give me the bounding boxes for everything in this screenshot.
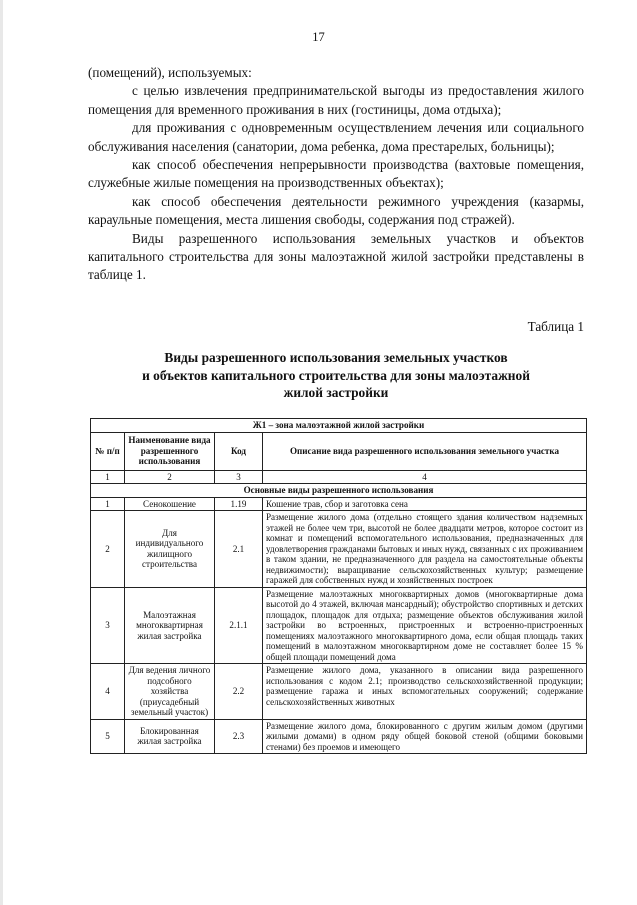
row-desc: Размещение жилого дома (отдельно стоящего здания количеством надземных этажей не более чем три, высотой не более двадцати метров, которое состоит из комнат и помещений вспомогательного использования, предназначенных для удовлетворения гражданами бытовых и иных нужд, связанных с их проживанием в таком здании, не предназначенного для раздела на самостоятельные объекты недвижимости); выращивание сельскохозяйственных культур; размещение гаражей для собственных нужд и хозяйственных построек [263,511,587,588]
row-name: Для ведения личного подсобного хозяйства (приусадебный земельный участок) [125,664,215,720]
table-row [91,664,587,720]
table-label: Таблица 1 [527,319,584,334]
row-desc: Размещение жилого дома, блокированного с другим жилым домом (другими жилыми домами) в одном ряду общей боковой стеной (общими боковыми стенами) без проемов и имеющего [263,719,587,754]
row-code: 2.1.1 [215,587,263,664]
header-num: № п/п [91,432,125,470]
header-code: Код [215,432,263,470]
scan-edge [0,0,3,905]
header-row [91,432,587,470]
column-number: 2 [125,470,215,484]
row-name: Для индивидуального жилищного строительства [125,511,215,588]
column-number: 3 [215,470,263,484]
row-num: 2 [91,511,125,588]
table-row [91,497,587,511]
row-num: 1 [91,497,125,511]
header-name: Наименование вида разрешенного использования [125,432,215,470]
page-number: 17 [312,30,325,44]
column-number: 4 [263,470,587,484]
paragraph-hotels: с целью извлечения предпринимательской выгоды из предоставления жилого помещения для временного проживания в них (гостиницы, дома отдыха); [88,83,584,117]
row-code: 1.19 [215,497,263,511]
row-name: Сенокошение [125,497,215,511]
row-desc: Кошение трав, сбор и заготовка сена [263,497,587,511]
table-title-line: и объектов капитального строительства для зоны малоэтажной [142,367,530,383]
table-row [91,587,587,664]
row-desc: Размещение малоэтажных многоквартирных домов (многоквартирные дома высотой до 4 этажей, включая мансардный); обустройство спортивных и детских площадок, площадок для отдыха; размещение объектов обслуживания жилой застройки во встроенных, пристроенных и встроенно-пристроенных помещениях малоэтажного многоквартирного дома, если общая площадь таких помещений в малоэтажном многоквартирном доме не составляет более 15 % общей площади помещений дома [263,587,587,664]
header-desc: Описание вида разрешенного использования земельного участка [263,432,587,470]
table-title-line: жилой застройки [283,385,389,400]
row-desc: Размещение жилого дома, указанного в описании вида разрешенного использования с кодом 2.1; производство сельскохозяйственной продукции; размещение гаража и иных вспомогательных сооружений; содержание сельскохозяйственных животных [263,664,587,720]
row-code: 2.3 [215,719,263,754]
row-num: 5 [91,719,125,754]
column-number: 1 [91,470,125,484]
row-num: 3 [91,587,125,664]
paragraph-regime: как способ обеспечения деятельности режимного учреждения (казармы, караульные помещения, места лишения свободы, содержания под стражей). [88,193,584,228]
table-title-line: Виды разрешенного использования земельных участков [164,350,508,365]
zone-row [91,419,587,433]
body-text [88,64,584,285]
row-name: Малоэтажная многоквартирная жилая застройка [125,587,215,664]
zone-cell: Ж1 – зона малоэтажной жилой застройки [91,419,587,433]
section-cell: Основные виды разрешенного использования [91,484,587,498]
column-number-row [91,470,587,484]
paragraph-table-ref: Виды разрешенного использования земельных участков и объектов капитального строительства для зоны малоэтажной жилой застройки представлены в таблице 1. [88,230,584,283]
table-row [91,511,587,588]
section-row [91,484,587,498]
paragraph-production: как способ обеспечения непрерывности производства (вахтовые помещения, служебные жилые помещения на производственных объектах); [88,157,584,191]
row-num: 4 [91,664,125,720]
table-row [91,719,587,754]
row-code: 2.1 [215,511,263,588]
table-title [88,349,584,402]
row-name: Блокированная жилая застройка [125,719,215,754]
paragraph-intro: (помещений), используемых: [88,65,252,80]
row-code: 2.2 [215,664,263,720]
land-use-table [90,418,587,754]
paragraph-treatment: для проживания с одновременным осуществлением лечения или социального обслуживания населения (санатории, дома ребенка, дома престарелых, больницы); [88,120,584,154]
